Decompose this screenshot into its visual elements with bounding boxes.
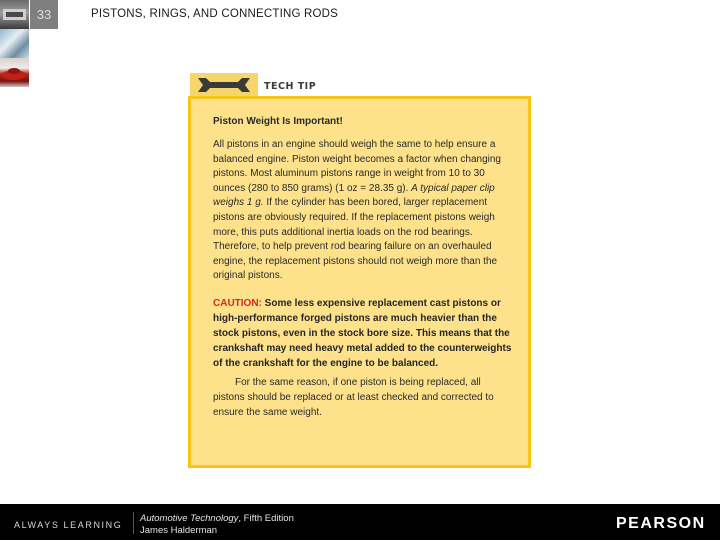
- footer-tagline: ALWAYS LEARNING: [14, 520, 123, 530]
- caution-text: Some less expensive replacement cast pistons or high-performance forged pistons are much heavier than the stock pistons, even in the stock bore size. This means that the crankshaft may need heavy metal added to the counterweights of the crankshaft for the engine to be balanced.: [213, 297, 512, 369]
- thumbnail-strip: [0, 0, 29, 88]
- red-car-thumbnail: [0, 58, 29, 87]
- book-title-line: [140, 513, 294, 524]
- tip-body-italic: A typical paper clip weighs 1 g.: [213, 182, 495, 209]
- book-edition: , Fifth Edition: [238, 513, 294, 524]
- book-author: James Halderman: [140, 525, 218, 536]
- footer-bar: [0, 504, 720, 540]
- book-title: Automotive Technology: [140, 513, 239, 524]
- tip-body-part2: If the cylinder has been bored, larger replacement pistons are obviously required. If the replacement pistons weigh more, this puts additional inertia loads on the rod bearings. Therefore, to help prevent rod bearing failure on an overhauled engine, the replacement pistons should not weigh more than the original pistons.: [213, 197, 498, 282]
- tip-label: TECH TIP: [264, 81, 317, 92]
- chapter-title: PISTONS, RINGS, AND CONNECTING RODS: [91, 8, 339, 20]
- footer-divider: [133, 512, 134, 534]
- tip-title: Piston Weight Is Important!: [213, 116, 343, 127]
- crystal-thumbnail: [0, 29, 29, 58]
- caution-paragraph: [213, 296, 515, 371]
- engine-thumbnail: [0, 0, 29, 29]
- wrench-icon: [196, 75, 252, 95]
- tip-body: [213, 138, 515, 284]
- slide-number: 33: [30, 0, 58, 29]
- tip-body-part1: All pistons in an engine should weigh the same to help ensure a balanced engine. Piston weight becomes a factor when changing pistons. Most aluminum pistons range in weight from 10 to 30 ounces (280 to 850 grams) (1 oz = 28.35 g).: [213, 139, 501, 194]
- slide-number-spacer: [58, 0, 86, 29]
- closing-paragraph: For the same reason, if one piston is being replaced, all pistons should be replaced or at least checked and corrected to ensure the same weight.: [213, 376, 494, 418]
- publisher-logo: PEARSON: [616, 515, 706, 532]
- tech-tip-content: [213, 116, 515, 420]
- caution-label: CAUTION:: [213, 297, 262, 309]
